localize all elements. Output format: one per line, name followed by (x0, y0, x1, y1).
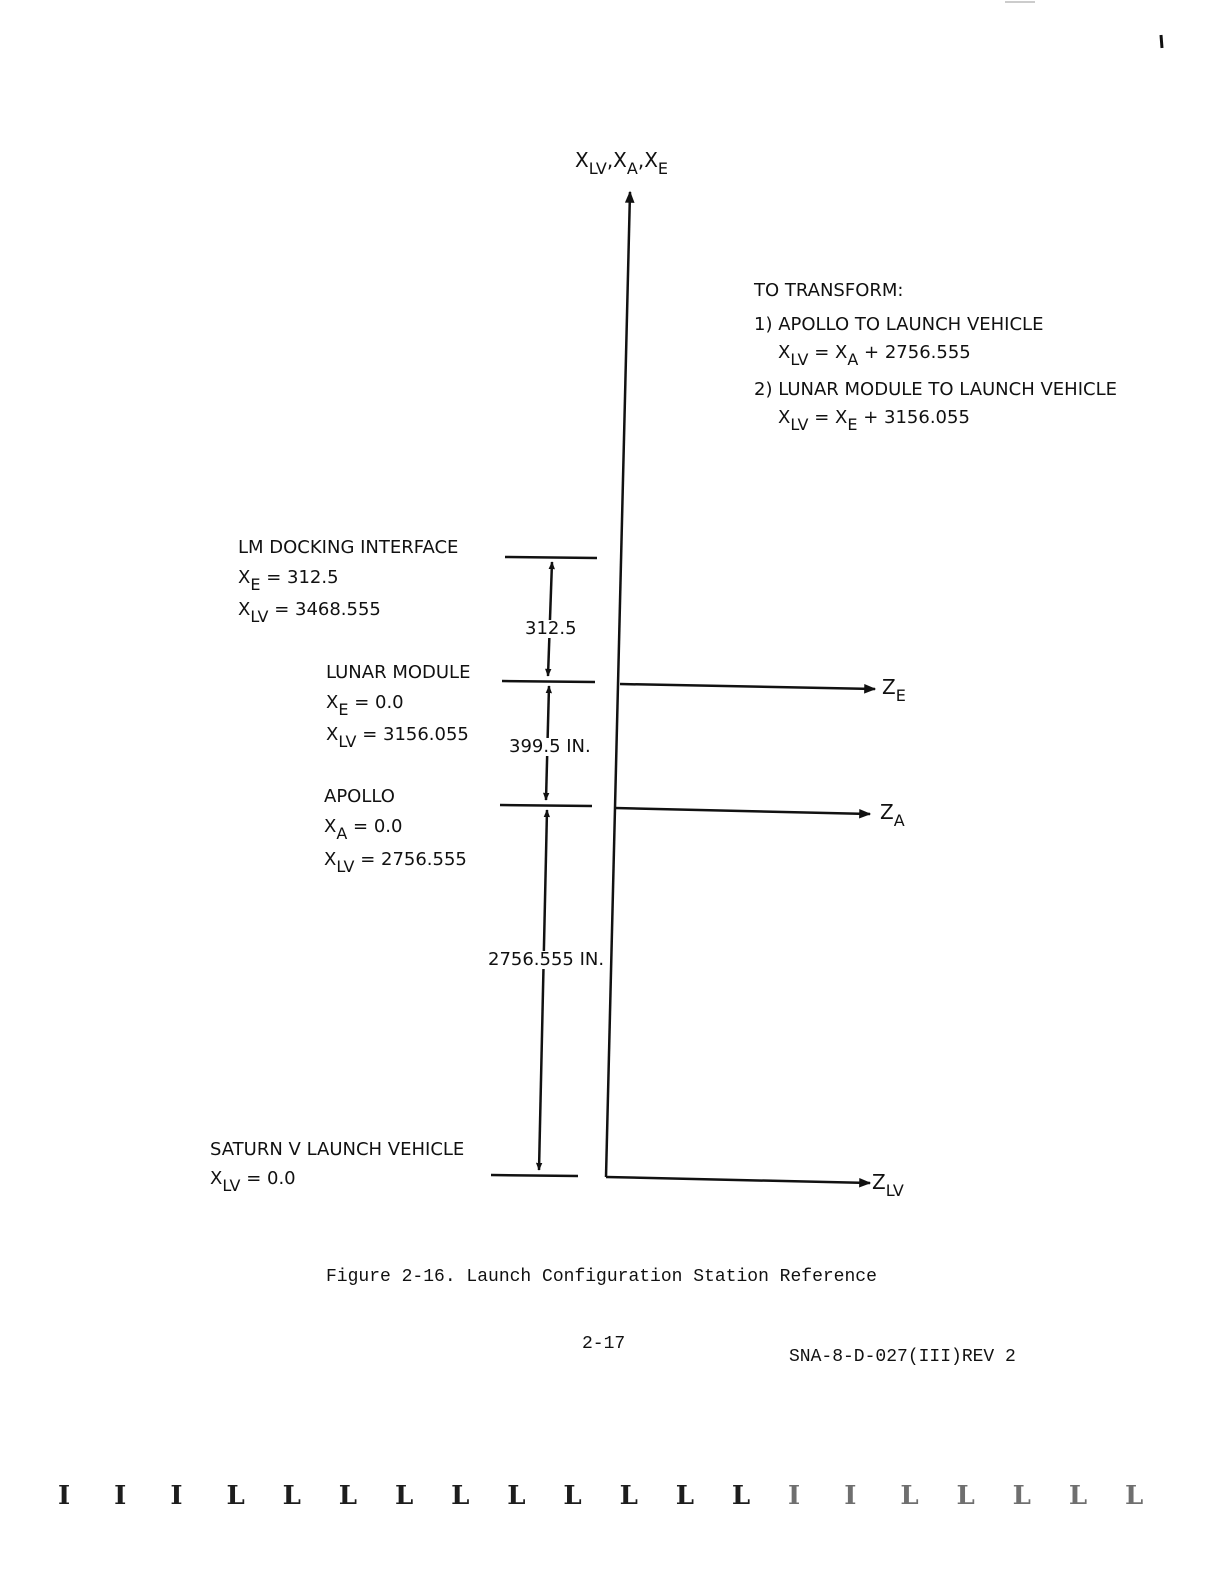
edge-mark: I (844, 1481, 857, 1511)
lunar-module-station-line (502, 681, 595, 682)
lm-docking-station-line (505, 557, 597, 558)
edge-mark: L (338, 1481, 358, 1511)
transform-equation-1: $X_{LV} = X_A + 2756.555$ (778, 342, 971, 369)
transform-item-2: 2) LUNAR MODULE TO LAUNCH VEHICLE (754, 379, 1117, 400)
edge-mark: L (956, 1481, 975, 1511)
edge-mark: L (282, 1481, 301, 1511)
apollo-xa: $X_A = 0.0$ (324, 816, 403, 843)
edge-mark: L (563, 1481, 582, 1511)
edge-mark: L (1125, 1481, 1144, 1511)
dimension-399-5-label: 399.5 IN. (509, 736, 591, 757)
apollo-title: APOLLO (324, 786, 395, 807)
edge-mark: L (507, 1481, 526, 1511)
lm-docking-xe: $X_E = 312.5$ (238, 567, 339, 594)
transform-equation-2: $X_{LV} = X_E + 3156.055$ (778, 407, 970, 434)
edge-mark: L (451, 1481, 470, 1511)
lunar-module-xe: $X_E = 0.0$ (326, 692, 404, 719)
z-lv-axis-line (606, 1177, 870, 1183)
scan-mark (1161, 35, 1162, 48)
edge-mark: I (170, 1481, 183, 1511)
transform-heading: TO TRANSFORM: (754, 280, 904, 301)
z-a-label: $Z_A$ (880, 800, 905, 830)
transform-item-1: 1) APOLLO TO LAUNCH VEHICLE (754, 314, 1044, 335)
lm-docking-xlv: $X_{LV} = 3468.555$ (238, 599, 381, 626)
edge-mark: I (788, 1481, 801, 1511)
edge-mark: L (675, 1481, 695, 1511)
edge-mark: I (114, 1481, 127, 1511)
edge-mark: L (731, 1481, 751, 1511)
edge-mark: L (900, 1481, 919, 1511)
edge-mark: I (58, 1481, 71, 1511)
saturn-xlv: $X_{LV} = 0.0$ (210, 1168, 296, 1195)
z-e-axis-line (620, 684, 875, 689)
edge-mark: L (226, 1481, 245, 1511)
dimension-2756-line (539, 810, 547, 1170)
saturn-station-line (491, 1175, 578, 1176)
document-id: SNA-8-D-027(III)REV 2 (789, 1347, 1016, 1367)
z-e-label: $Z_E$ (882, 675, 906, 705)
lm-docking-title: LM DOCKING INTERFACE (238, 537, 459, 558)
z-lv-label: $Z_{LV}$ (872, 1170, 904, 1200)
edge-mark: L (394, 1481, 414, 1511)
edge-mark: L (1012, 1481, 1031, 1511)
figure-caption: Figure 2-16. Launch Configuration Station Reference (326, 1267, 877, 1287)
lunar-module-xlv: $X_{LV} = 3156.055$ (326, 724, 469, 751)
apollo-xlv: $X_{LV} = 2756.555$ (324, 849, 467, 876)
edge-mark: L (1068, 1481, 1088, 1511)
z-a-axis-line (615, 808, 870, 814)
apollo-station-line (500, 805, 592, 806)
x-axis-label: $X_{LV},X_A,X_E$ (575, 148, 668, 178)
page-number: 2-17 (582, 1334, 626, 1354)
saturn-title: SATURN V LAUNCH VEHICLE (210, 1139, 465, 1160)
edge-mark: L (619, 1481, 638, 1511)
dimension-312-5-label: 312.5 (525, 618, 577, 639)
lunar-module-title: LUNAR MODULE (326, 662, 471, 683)
dimension-2756-label: 2756.555 IN. (488, 949, 605, 970)
